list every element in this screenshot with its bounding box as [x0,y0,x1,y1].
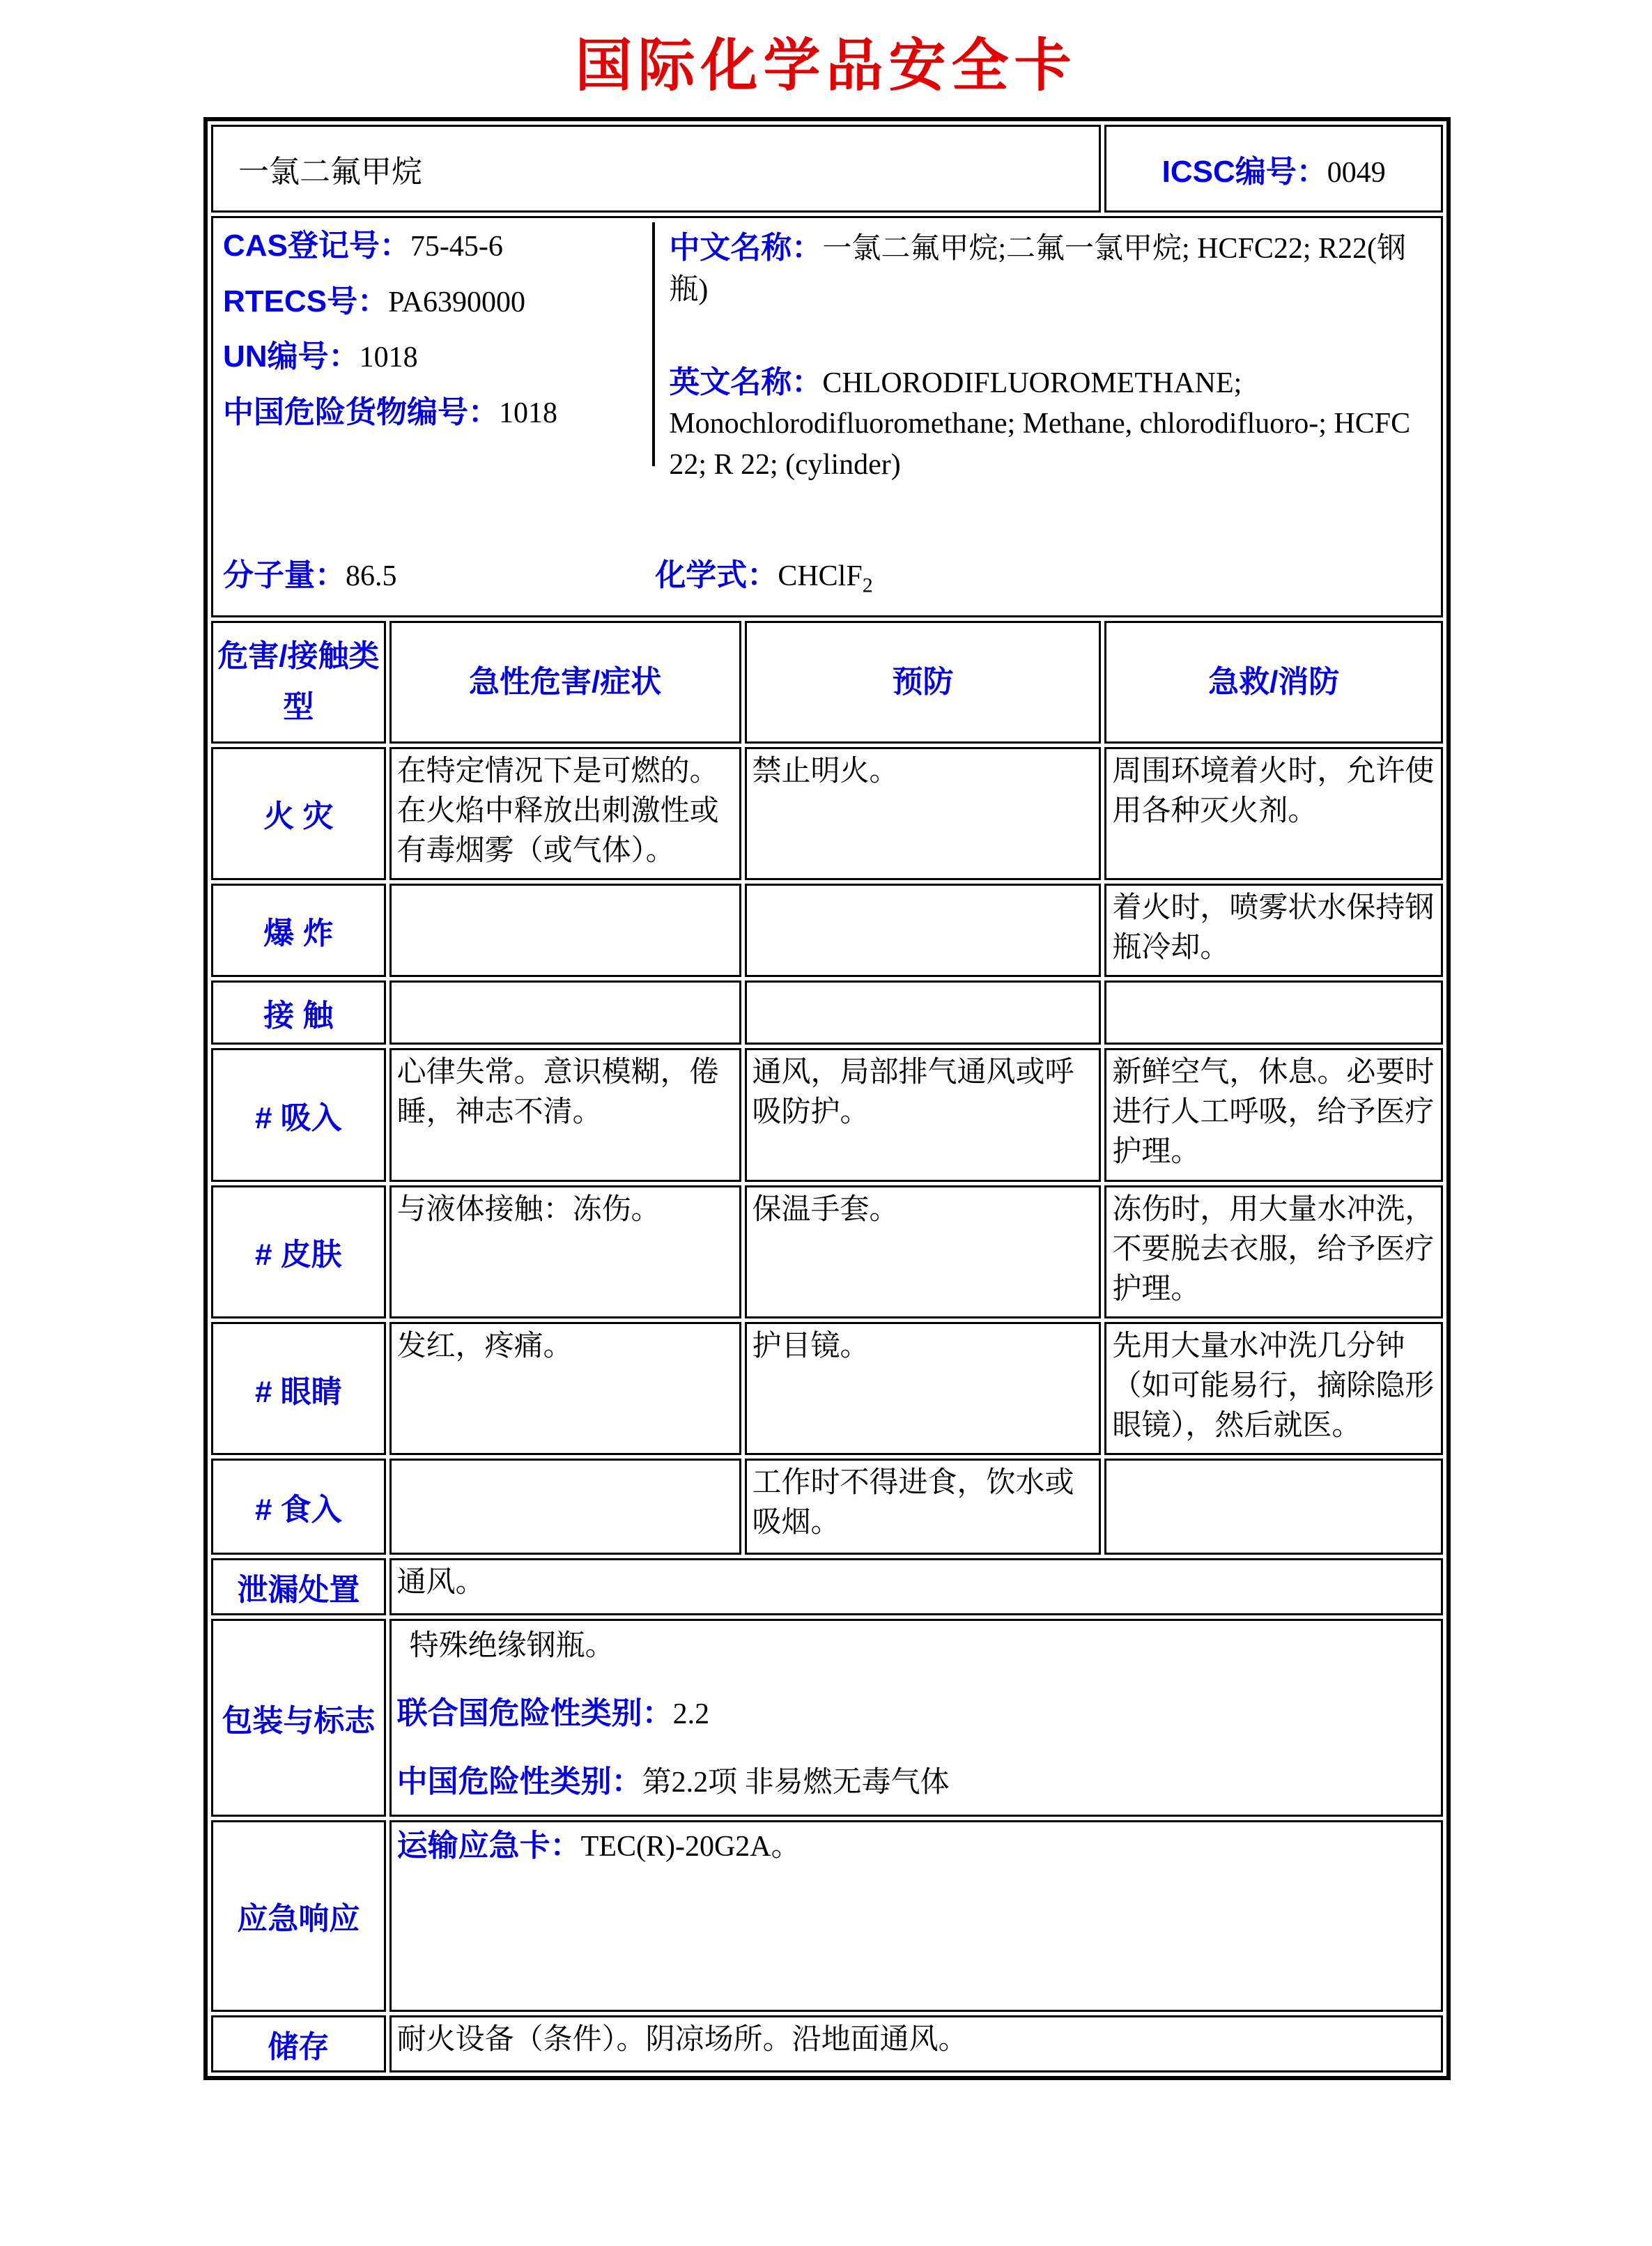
molecular-weight: 分子量：86.5 [223,558,397,593]
eyes-prevention: 护目镜。 [745,1322,1102,1455]
chinese-name: 中文名称：一氯二氟甲烷;二氟一氯甲烷; HCFC22; R22(钢瓶) [669,231,1407,306]
contact-prevention [745,980,1102,1045]
tec-card-label: 运输应急卡： [396,1828,581,1863]
inhalation-symptoms: 心律失常。意识模糊，倦睡，神志不清。 [389,1048,741,1181]
icsc-label: ICSC编号： [1161,155,1327,190]
rtecs-number: RTECS号：PA6390000 [223,284,525,318]
emergency-content [389,1820,1443,2012]
china-dangerous-goods-number: 中国危险货物编号：1018 [223,394,557,429]
skin-first-aid: 冻伤时，用大量水冲洗，不要脱去衣服，给予医疗护理。 [1104,1185,1443,1318]
hazard-row-contact [211,980,1443,1045]
chemical-name: 一氯二氟甲烷 [211,125,1101,213]
packaging-row [211,1619,1443,1816]
skin-prevention: 保温手套。 [745,1185,1102,1318]
storage-content: 耐火设备（条件）。阴凉场所。沿地面通风。 [389,2015,1443,2072]
packaging-content [389,1619,1443,1816]
registry-numbers [213,222,655,466]
cas-number: CAS登记号：75-45-6 [223,229,503,263]
contact-symptoms [389,980,741,1045]
packaging-label: 包装与标志 [211,1619,386,1816]
un-number: UN编号：1018 [223,339,418,374]
ingestion-label: # 食入 [211,1459,386,1555]
explosion-prevention [745,884,1102,977]
english-name: 英文名称：CHLORODIFLUOROMETHANE; Monochlorodifluoromethane; Methane, chlorodifluoro-; HCFC 22; R 22; (cylinder) [669,364,1411,482]
tec-card-value: TEC(R)-20G2A。 [580,1830,801,1863]
header-prevention: 预防 [745,621,1102,743]
header-hazard-type: 危害/接触类型 [211,621,386,743]
name-row [211,125,1443,213]
hazard-row-fire [211,747,1443,880]
identification-cell [211,216,1443,617]
fire-prevention: 禁止明火。 [745,747,1102,880]
hazard-row-ingestion [211,1459,1443,1555]
spill-content: 通风。 [389,1558,1443,1615]
hazard-row-eyes [211,1322,1443,1455]
header-acute-symptoms: 急性危害/症状 [389,621,741,743]
fire-first-aid: 周围环境着火时，允许使用各种灭火剂。 [1104,747,1443,880]
hazard-row-explosion [211,884,1443,977]
icsc-cell [1104,125,1443,213]
chemical-formula: 化学式：CHClF$_2$ [655,558,873,597]
eyes-label: # 眼睛 [211,1322,386,1455]
inhalation-prevention: 通风，局部排气通风或呼吸防护。 [745,1048,1102,1181]
inhalation-label: # 吸入 [211,1048,386,1181]
hazard-row-skin [211,1185,1443,1318]
explosion-first-aid: 着火时，喷雾状水保持钢瓶冷却。 [1104,884,1443,977]
spill-label: 泄漏处置 [211,1558,386,1615]
ingestion-prevention: 工作时不得进食，饮水或吸烟。 [745,1459,1102,1555]
identification-row [211,216,1443,617]
emergency-label: 应急响应 [211,1820,386,2012]
contact-label: 接 触 [211,980,386,1045]
hazard-header-row [211,621,1443,743]
un-hazard-class: 联合国危险性类别：2.2 [396,1696,710,1731]
contact-first-aid [1104,980,1443,1045]
storage-label: 储存 [211,2015,386,2072]
skin-label: # 皮肤 [211,1185,386,1318]
page-title: 国际化学品安全卡 [575,34,1077,98]
chemical-names [655,222,1441,486]
fire-symptoms: 在特定情况下是可燃的。在火焰中释放出刺激性或有毒烟雾（或气体）。 [389,747,741,880]
storage-row [211,2015,1443,2072]
spill-row [211,1558,1443,1615]
emergency-row [211,1820,1443,2012]
eyes-symptoms: 发红，疼痛。 [389,1322,741,1455]
packaging-cylinder-note: 特殊绝缘钢瓶。 [409,1630,615,1663]
ingestion-symptoms [389,1459,741,1555]
hazard-row-inhalation [211,1048,1443,1181]
skin-symptoms: 与液体接触：冻伤。 [389,1185,741,1318]
china-hazard-class: 中国危险性类别：第2.2项 非易燃无毒气体 [396,1764,950,1799]
ingestion-first-aid [1104,1459,1443,1555]
safety-card-table [203,117,1451,2079]
header-first-aid: 急救/消防 [1104,621,1443,743]
explosion-label: 爆 炸 [211,884,386,977]
fire-label: 火 灾 [211,747,386,880]
explosion-symptoms [389,884,741,977]
eyes-first-aid: 先用大量水冲洗几分钟（如可能易行，摘除隐形眼镜），然后就医。 [1104,1322,1443,1455]
icsc-number: 0049 [1327,157,1386,190]
inhalation-first-aid: 新鲜空气，休息。必要时进行人工呼吸，给予医疗护理。 [1104,1048,1443,1181]
